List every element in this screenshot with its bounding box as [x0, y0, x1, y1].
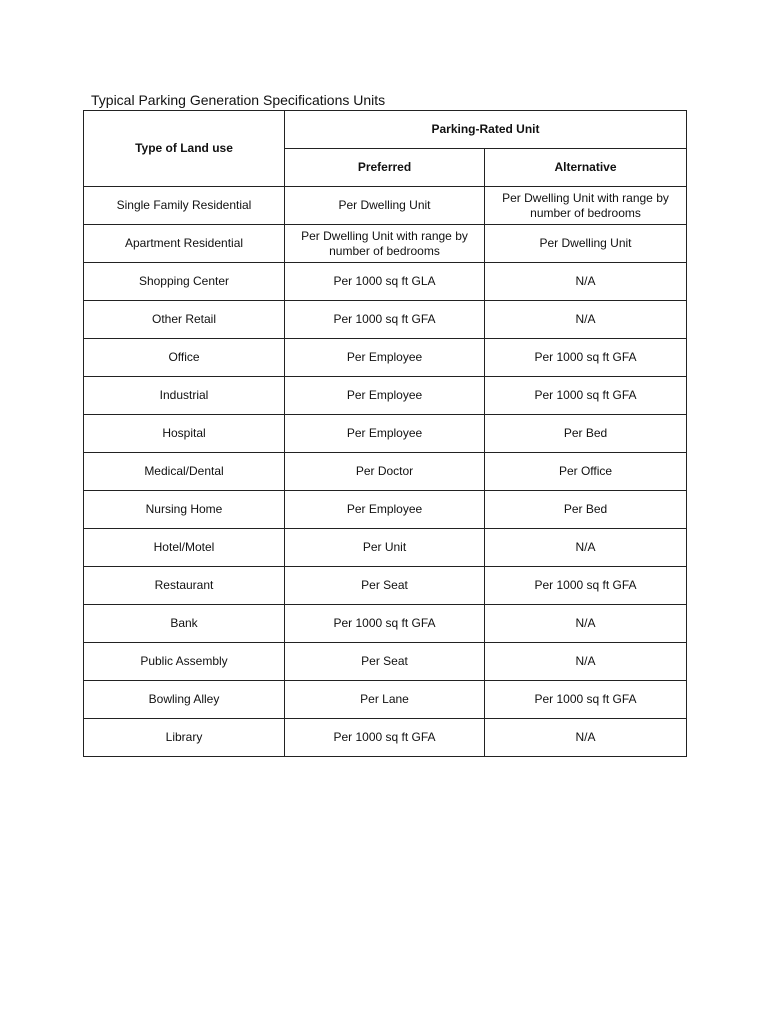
cell-preferred: Per 1000 sq ft GFA	[285, 301, 485, 339]
cell-alternative: N/A	[485, 529, 687, 567]
cell-land-use: Bank	[84, 605, 285, 643]
cell-preferred: Per Employee	[285, 339, 485, 377]
table-row	[84, 225, 687, 263]
table-header-row	[84, 111, 687, 149]
header-parking-rated-unit: Parking-Rated Unit	[285, 111, 687, 149]
cell-alternative: Per Office	[485, 453, 687, 491]
cell-land-use: Bowling Alley	[84, 681, 285, 719]
cell-land-use: Office	[84, 339, 285, 377]
table-row	[84, 301, 687, 339]
cell-land-use: Shopping Center	[84, 263, 285, 301]
cell-alternative: Per Bed	[485, 415, 687, 453]
cell-alternative: Per Bed	[485, 491, 687, 529]
cell-alternative: Per 1000 sq ft GFA	[485, 377, 687, 415]
table-row	[84, 567, 687, 605]
cell-land-use: Other Retail	[84, 301, 285, 339]
cell-alternative: Per 1000 sq ft GFA	[485, 681, 687, 719]
table-row	[84, 719, 687, 757]
cell-land-use: Industrial	[84, 377, 285, 415]
header-alternative: Alternative	[485, 149, 687, 187]
cell-land-use: Library	[84, 719, 285, 757]
cell-alternative: N/A	[485, 643, 687, 681]
cell-land-use: Hotel/Motel	[84, 529, 285, 567]
table-row	[84, 605, 687, 643]
cell-preferred: Per 1000 sq ft GFA	[285, 605, 485, 643]
table-row	[84, 377, 687, 415]
table-row	[84, 339, 687, 377]
cell-land-use: Apartment Residential	[84, 225, 285, 263]
cell-land-use: Medical/Dental	[84, 453, 285, 491]
parking-spec-table	[83, 110, 687, 757]
table-row	[84, 491, 687, 529]
cell-land-use: Public Assembly	[84, 643, 285, 681]
header-land-use: Type of Land use	[84, 111, 285, 187]
cell-preferred: Per Seat	[285, 567, 485, 605]
cell-land-use: Hospital	[84, 415, 285, 453]
cell-preferred: Per Seat	[285, 643, 485, 681]
cell-alternative: N/A	[485, 301, 687, 339]
page-title: Typical Parking Generation Specifications Units	[91, 92, 386, 108]
cell-preferred: Per Lane	[285, 681, 485, 719]
table-row	[84, 453, 687, 491]
cell-land-use: Single Family Residential	[84, 187, 285, 225]
cell-preferred: Per Unit	[285, 529, 485, 567]
cell-preferred: Per 1000 sq ft GFA	[285, 719, 485, 757]
table-row	[84, 529, 687, 567]
cell-alternative: Per Dwelling Unit	[485, 225, 687, 263]
cell-alternative: N/A	[485, 719, 687, 757]
table-row	[84, 681, 687, 719]
cell-preferred: Per Dwelling Unit with range by number of bedrooms	[285, 225, 485, 263]
cell-preferred: Per Employee	[285, 491, 485, 529]
cell-land-use: Restaurant	[84, 567, 285, 605]
cell-alternative: N/A	[485, 605, 687, 643]
cell-alternative: N/A	[485, 263, 687, 301]
cell-alternative: Per Dwelling Unit with range by number of bedrooms	[485, 187, 687, 225]
cell-preferred: Per 1000 sq ft GLA	[285, 263, 485, 301]
table-row	[84, 263, 687, 301]
cell-preferred: Per Doctor	[285, 453, 485, 491]
table-row	[84, 187, 687, 225]
table-row	[84, 415, 687, 453]
cell-preferred: Per Employee	[285, 415, 485, 453]
cell-land-use: Nursing Home	[84, 491, 285, 529]
cell-preferred: Per Dwelling Unit	[285, 187, 485, 225]
header-preferred: Preferred	[285, 149, 485, 187]
cell-preferred: Per Employee	[285, 377, 485, 415]
cell-alternative: Per 1000 sq ft GFA	[485, 339, 687, 377]
cell-alternative: Per 1000 sq ft GFA	[485, 567, 687, 605]
table-row	[84, 643, 687, 681]
